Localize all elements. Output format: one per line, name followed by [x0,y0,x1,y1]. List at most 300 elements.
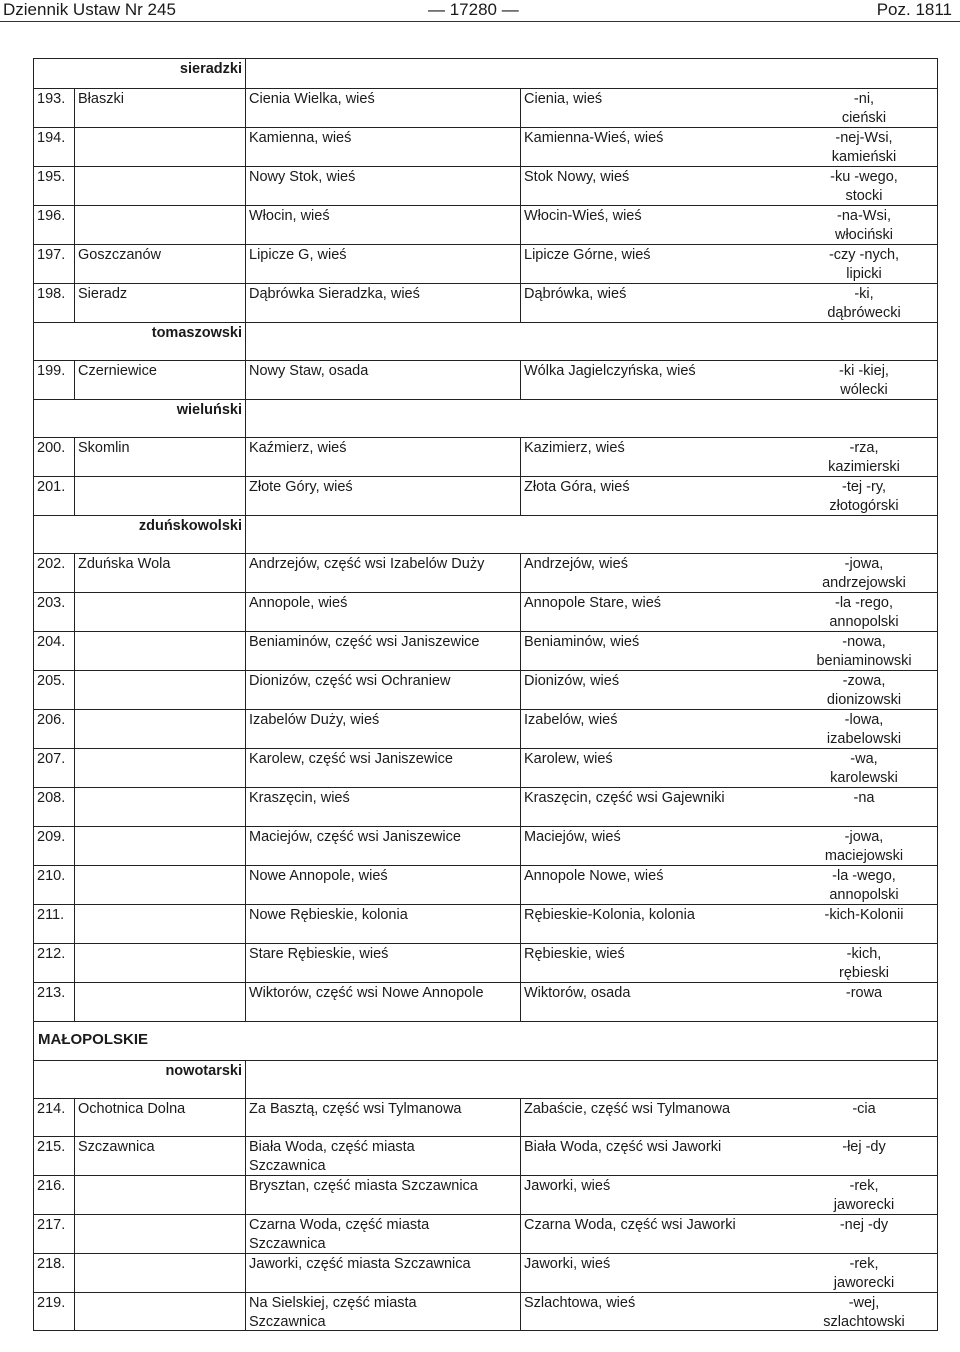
municipality: Zduńska Wola [75,554,246,592]
name-forms [791,554,937,592]
new-name [521,361,791,399]
district-name: zduńskowolski [34,516,246,553]
current-name-line: Dionizów, część wsi Ochraniew [249,673,451,689]
current-name [246,1137,521,1175]
name-forms-line: -ki -kiej, [839,363,889,379]
entry-number: 214. [34,1099,75,1136]
municipality [75,671,246,709]
name-forms-line: rębieski [839,965,889,981]
new-name-line: Biała Woda, część wsi Jaworki [524,1139,722,1155]
municipality [75,1254,246,1292]
new-name [521,593,791,631]
current-name [246,245,521,283]
new-name-line: Czarna Woda, część wsi Jaworki [524,1217,736,1233]
new-name-line: Kazimierz, wieś [524,440,625,456]
table-row [34,749,937,788]
entry-number: 204. [34,632,75,670]
name-forms-line: maciejowski [824,848,904,864]
current-name-line: Szczawnica [249,1314,326,1330]
name-forms-line: -łej -dy [842,1139,886,1155]
name-forms [791,89,937,127]
table-row [34,593,937,632]
current-name [246,671,521,709]
current-name [246,554,521,592]
empty-cell [521,516,791,553]
name-forms-line: -nej -dy [839,1217,889,1233]
name-forms-line: kazimierski [828,459,900,475]
entry-number: 216. [34,1176,75,1214]
empty-cell [791,400,937,437]
table-row [34,361,937,400]
table-row [34,1176,937,1215]
new-name [521,632,791,670]
current-name-line: Włocin, wieś [249,208,330,224]
entry-number: 197. [34,245,75,283]
entry-number: 194. [34,128,75,166]
new-name-line: Dąbrówka, wieś [524,286,627,302]
municipality: Ochotnica Dolna [75,1099,246,1136]
name-forms [791,1254,937,1292]
empty-cell [521,400,791,437]
current-name-line: Dąbrówka Sieradzka, wieś [249,286,420,302]
new-name [521,245,791,283]
current-name-line: Brysztan, część miasta Szczawnica [249,1178,478,1194]
entry-number: 196. [34,206,75,244]
page-header [0,0,960,22]
table-row [34,128,937,167]
table-row [34,1215,937,1254]
name-forms-line: -ki, [854,286,874,302]
name-forms-line: beniaminowski [816,653,912,669]
name-forms [791,128,937,166]
journal-title: Dziennik Ustaw Nr 245 [3,0,176,19]
name-forms-line: -czy -nych, [828,247,900,263]
current-name-line: Nowe Annopole, wieś [249,868,388,884]
name-forms [791,1137,937,1175]
new-name [521,1254,791,1292]
name-forms-line: izabelowski [826,731,902,747]
current-name-line: Jaworki, część miasta Szczawnica [249,1256,471,1272]
name-forms [791,593,937,631]
current-name [246,788,521,826]
name-forms [791,710,937,748]
name-forms [791,438,937,476]
name-forms [791,1293,937,1330]
name-forms [791,944,937,982]
municipality [75,944,246,982]
name-forms-line: -jowa, [844,556,884,572]
new-name-line: Stok Nowy, wieś [524,169,630,185]
position-number: Poz. 1811 [876,0,952,19]
name-forms-line: -cia [852,1101,876,1117]
current-name-line: Złote Góry, wieś [249,479,353,495]
name-forms [791,245,937,283]
name-forms [791,905,937,943]
name-forms-line: -kich, [846,946,882,962]
current-name-line: Wiktorów, część wsi Nowe Annopole [249,985,484,1001]
entry-number: 210. [34,866,75,904]
table-row [34,866,937,905]
name-forms [791,167,937,205]
entry-number: 212. [34,944,75,982]
table-row [34,827,937,866]
current-name-line: Stare Rębieskie, wieś [249,946,389,962]
entry-number: 195. [34,167,75,205]
name-forms-line: karolewski [830,770,898,786]
table-row [34,167,937,206]
new-name [521,827,791,865]
header-rule [0,21,960,22]
current-name [246,749,521,787]
name-forms-line: -nej-Wsi, [835,130,893,146]
district-row [34,59,937,89]
new-name [521,905,791,943]
new-name-line: Kraszęcin, część wsi Gajewniki [524,790,725,806]
empty-cell [791,516,937,553]
district-row [34,400,937,438]
table-row [34,206,937,245]
empty-cell [791,1061,937,1098]
new-name [521,866,791,904]
current-name [246,438,521,476]
name-forms-line: dionizowski [826,692,902,708]
locality-table [33,58,938,1331]
name-forms-line: złotogórski [829,498,899,514]
name-forms-line: stocki [845,188,883,204]
name-forms [791,477,937,515]
current-name-line: Annopole, wieś [249,595,348,611]
table-row [34,944,937,983]
name-forms-line: annopolski [829,614,899,630]
name-forms-line: -tej -ry, [841,479,887,495]
table-row [34,710,937,749]
name-forms-line: -rowa [845,985,883,1001]
municipality [75,1215,246,1253]
current-name-line: Nowy Stok, wieś [249,169,356,185]
entry-number: 209. [34,827,75,865]
name-forms-line: -wa, [850,751,878,767]
name-forms-line: andrzejowski [822,575,906,591]
current-name-line: Za Basztą, część wsi Tylmanowa [249,1101,462,1117]
current-name [246,593,521,631]
new-name [521,128,791,166]
empty-cell [246,516,521,553]
current-name [246,1293,521,1330]
municipality: Czerniewice [75,361,246,399]
empty-cell [791,59,937,88]
new-name-line: Beniaminów, wieś [524,634,640,650]
table-row [34,671,937,710]
entry-number: 211. [34,905,75,943]
page-number: — 17280 — [428,0,519,19]
entry-number: 207. [34,749,75,787]
name-forms [791,632,937,670]
municipality [75,788,246,826]
current-name [246,128,521,166]
current-name [246,983,521,1021]
empty-cell [791,323,937,360]
current-name [246,905,521,943]
new-name-line: Cienia, wieś [524,91,603,107]
new-name [521,1215,791,1253]
entry-number: 200. [34,438,75,476]
municipality [75,593,246,631]
current-name-line: Maciejów, część wsi Janiszewice [249,829,461,845]
new-name-line: Wiktorów, osada [524,985,631,1001]
name-forms [791,1215,937,1253]
name-forms [791,1099,937,1136]
name-forms-line: włociński [834,227,893,243]
current-name-line: Izabelów Duży, wieś [249,712,380,728]
table-row [34,1099,937,1137]
municipality [75,749,246,787]
entry-number: 198. [34,284,75,322]
entry-number: 217. [34,1215,75,1253]
table-row [34,89,937,128]
municipality [75,710,246,748]
name-forms [791,1176,937,1214]
entry-number: 215. [34,1137,75,1175]
current-name [246,206,521,244]
new-name-line: Złota Góra, wieś [524,479,630,495]
table-row [34,632,937,671]
current-name [246,1215,521,1253]
name-forms-line: -nowa, [842,634,886,650]
name-forms-line: dąbrówecki [827,305,901,321]
table-row [34,245,937,284]
current-name [246,89,521,127]
new-name [521,749,791,787]
municipality [75,866,246,904]
table-row [34,284,937,323]
current-name [246,710,521,748]
new-name [521,89,791,127]
current-name-line: Szczawnica [249,1158,326,1174]
name-forms [791,361,937,399]
municipality [75,128,246,166]
new-name [521,1099,791,1136]
entry-number: 219. [34,1293,75,1330]
municipality: Sieradz [75,284,246,322]
municipality [75,477,246,515]
new-name [521,710,791,748]
district-row [34,1061,937,1099]
current-name-line: Szczawnica [249,1236,326,1252]
empty-cell [246,59,521,88]
municipality: Goszczanów [75,245,246,283]
municipality [75,905,246,943]
entry-number: 206. [34,710,75,748]
name-forms-line: -ni, [853,91,875,107]
new-name [521,944,791,982]
name-forms-line: -rek, [849,1256,879,1272]
entry-number: 202. [34,554,75,592]
current-name-line: Czarna Woda, część miasta [249,1217,430,1233]
current-name-line: Andrzejów, część wsi Izabelów Duży [249,556,485,572]
district-name: sieradzki [34,59,246,88]
current-name-line: Kamienna, wieś [249,130,352,146]
voivodeship-name: MAŁOPOLSKIE [38,1031,149,1048]
municipality: Skomlin [75,438,246,476]
table-row [34,1254,937,1293]
name-forms-line: lipicki [846,266,882,282]
new-name-line: Karolew, wieś [524,751,613,767]
name-forms-line: cieński [841,110,887,126]
entry-number: 193. [34,89,75,127]
district-name: tomaszowski [34,323,246,360]
table-row [34,477,937,516]
current-name [246,866,521,904]
current-name-line: Lipicze G, wieś [249,247,347,263]
new-name-line: Izabelów, wieś [524,712,618,728]
empty-cell [521,59,791,88]
new-name [521,167,791,205]
current-name [246,632,521,670]
name-forms-line: -la -rego, [834,595,894,611]
empty-cell [521,323,791,360]
current-name [246,1099,521,1136]
new-name-line: Włocin-Wieś, wieś [524,208,642,224]
name-forms [791,671,937,709]
municipality: Błaszki [75,89,246,127]
name-forms [791,749,937,787]
new-name [521,788,791,826]
district-row [34,516,937,554]
new-name-line: Andrzejów, wieś [524,556,628,572]
municipality [75,167,246,205]
district-row [34,323,937,361]
table-row [34,554,937,593]
new-name-line: Annopole Stare, wieś [524,595,662,611]
name-forms [791,866,937,904]
current-name-line: Kraszęcin, wieś [249,790,350,806]
name-forms-line: -na-Wsi, [837,208,891,224]
empty-cell [246,323,521,360]
new-name [521,554,791,592]
empty-cell [246,1061,521,1098]
new-name [521,206,791,244]
municipality [75,632,246,670]
new-name-line: Zabaście, część wsi Tylmanowa [524,1101,731,1117]
name-forms-line: szlachtowski [823,1314,905,1330]
current-name-line: Na Sielskiej, część miasta [249,1295,417,1311]
name-forms-line: -rek, [849,1178,879,1194]
district-name: nowotarski [34,1061,246,1098]
name-forms-line: -jowa, [844,829,884,845]
new-name-line: Jaworki, wieś [524,1256,611,1272]
name-forms-line: -ku -wego, [830,169,898,185]
current-name-line: Beniaminów, część wsi Janiszewice [249,634,480,650]
municipality [75,827,246,865]
current-name [246,1176,521,1214]
name-forms-line: -na [853,790,875,806]
current-name-line: Kaźmierz, wieś [249,440,347,456]
name-forms-line: -lowa, [844,712,884,728]
current-name [246,361,521,399]
new-name-line: Szlachtowa, wieś [524,1295,636,1311]
entry-number: 218. [34,1254,75,1292]
new-name [521,671,791,709]
new-name [521,983,791,1021]
current-name-line: Biała Woda, część miasta [249,1139,415,1155]
municipality: Szczawnica [75,1137,246,1175]
new-name [521,477,791,515]
name-forms-line: -wej, [848,1295,880,1311]
new-name-line: Maciejów, wieś [524,829,621,845]
municipality [75,206,246,244]
current-name [246,167,521,205]
entry-number: 213. [34,983,75,1021]
voivodeship-row [34,1022,937,1061]
current-name-line: Nowe Rębieskie, kolonia [249,907,408,923]
name-forms-line: wólecki [840,382,888,398]
entry-number: 203. [34,593,75,631]
name-forms-line: -rza, [849,440,879,456]
new-name-line: Dionizów, wieś [524,673,620,689]
empty-cell [521,1061,791,1098]
name-forms-line: -kich-Kolonii [824,907,904,923]
entry-number: 199. [34,361,75,399]
new-name-line: Wólka Jagielczyńska, wieś [524,363,696,379]
name-forms-line: jaworecki [833,1197,895,1213]
new-name-line: Kamienna-Wieś, wieś [524,130,664,146]
name-forms [791,206,937,244]
table-row [34,1137,937,1176]
name-forms [791,788,937,826]
entry-number: 208. [34,788,75,826]
new-name [521,1293,791,1330]
municipality [75,1176,246,1214]
table-row [34,905,937,944]
name-forms-line: -la -wego, [832,868,896,884]
district-name: wieluński [34,400,246,437]
name-forms-line: jaworecki [833,1275,895,1291]
municipality [75,1293,246,1330]
municipality [75,983,246,1021]
new-name-line: Rębieskie, wieś [524,946,625,962]
table-row [34,1293,937,1331]
current-name [246,1254,521,1292]
new-name-line: Annopole Nowe, wieś [524,868,664,884]
name-forms [791,983,937,1021]
name-forms [791,284,937,322]
new-name-line: Jaworki, wieś [524,1178,611,1194]
new-name [521,1176,791,1214]
current-name [246,477,521,515]
table-row [34,983,937,1022]
entry-number: 205. [34,671,75,709]
current-name-line: Karolew, część wsi Janiszewice [249,751,453,767]
new-name [521,284,791,322]
current-name [246,827,521,865]
new-name-line: Rębieskie-Kolonia, kolonia [524,907,695,923]
current-name-line: Nowy Staw, osada [249,363,369,379]
table-row [34,438,937,477]
new-name [521,438,791,476]
empty-cell [246,400,521,437]
current-name-line: Cienia Wielka, wieś [249,91,375,107]
name-forms-line: annopolski [829,887,899,903]
current-name [246,284,521,322]
name-forms-line: kamieński [831,149,897,165]
name-forms-line: -zowa, [842,673,886,689]
new-name [521,1137,791,1175]
name-forms [791,827,937,865]
entry-number: 201. [34,477,75,515]
new-name-line: Lipicze Górne, wieś [524,247,651,263]
current-name [246,944,521,982]
table-row [34,788,937,827]
